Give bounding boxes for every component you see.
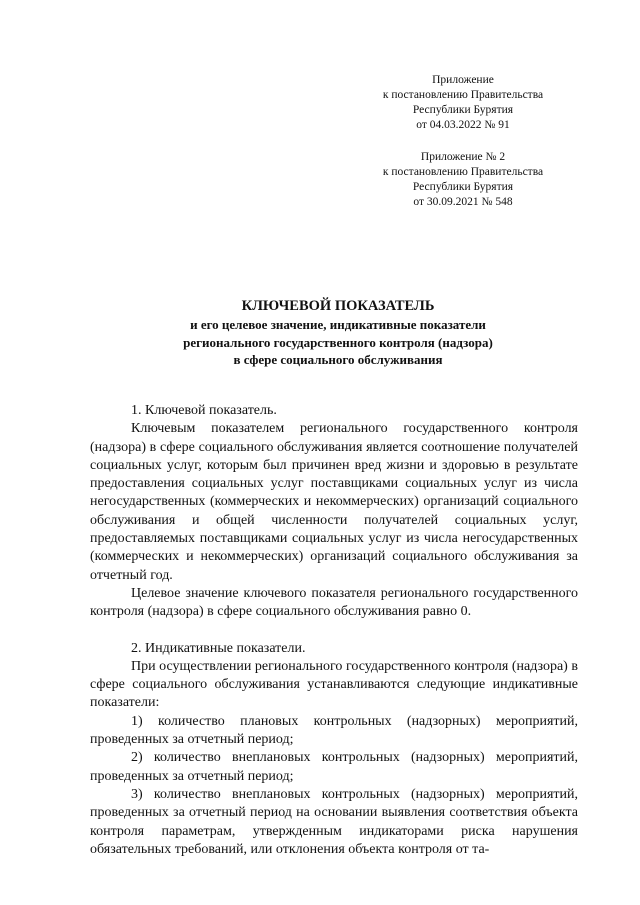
list-item: 2) количество внеплановых контрольных (надзорных) мероприятий, проведенных за отчетный период; xyxy=(90,750,578,784)
title-main: КЛЮЧЕВОЙ ПОКАЗАТЕЛЬ xyxy=(241,298,435,314)
list-item: 3) количество внеплановых контрольных (надзорных) мероприятий, проведенных за отчетный период на основании выявления соответствия объекта контроля параметрам, утвержденным индикаторами риска нарушения обязательных требований, или отклонения объекта контроля от та- xyxy=(90,786,578,857)
list-item: 1) количество плановых контрольных (надзорных) мероприятий, проведенных за отчетный период; xyxy=(90,713,578,748)
appendix-original-line4: от 30.09.2021 № 548 xyxy=(413,196,513,208)
document-title xyxy=(88,297,588,369)
document-body xyxy=(90,402,578,859)
appendix-original-line1: Приложение № 2 xyxy=(420,151,506,163)
section2-heading: 2. Индикативные показатели. xyxy=(131,640,306,656)
section1-paragraph2: Целевое значение ключевого показателя регионального государственного контроля (надзора) в сфере социального обслуживания равно 0. xyxy=(90,585,578,620)
appendix-current-line4: от 04.03.2022 № 91 xyxy=(416,119,510,131)
appendix-original-line2: к постановлению Правительства xyxy=(382,166,544,178)
appendix-current-block xyxy=(340,73,586,133)
title-line4: в сфере социального обслуживания xyxy=(233,352,443,367)
appendix-current-line3: Республики Бурятия xyxy=(412,104,514,116)
appendix-current-line2: к постановлению Правительства xyxy=(382,89,544,101)
section2-intro: При осуществлении регионального государственного контроля (надзора) в сфере социального обслуживания устанавливаются следующие индикативные показатели: xyxy=(90,658,578,711)
section1-heading: 1. Ключевой показатель. xyxy=(131,403,277,418)
title-line2: и его целевое значение, индикативные показатели xyxy=(190,317,486,332)
appendix-current-line1: Приложение xyxy=(432,74,494,86)
section1-paragraph1: Ключевым показателем регионального государственного контроля (надзора) в сфере социального обслуживания является соотношение получателей социальных услуг, которым был причинен вред жизни и здоровью в результате предоставления социальных услуг поставщиками социальных услуг из числа негосударственных (коммерческих и некоммерческих) организаций социального обслуживания и общей численности получателей социальных услуг, предоставляемых поставщиками социальных услуг из числа негосударственных (коммерческих и некоммерческих) организаций социального обслуживания за отчетный год. xyxy=(90,421,578,583)
appendix-original-line3: Республики Бурятия xyxy=(412,181,514,193)
title-line3: регионального государственного контроля (надзора) xyxy=(183,334,493,350)
appendix-original-block xyxy=(340,150,586,210)
